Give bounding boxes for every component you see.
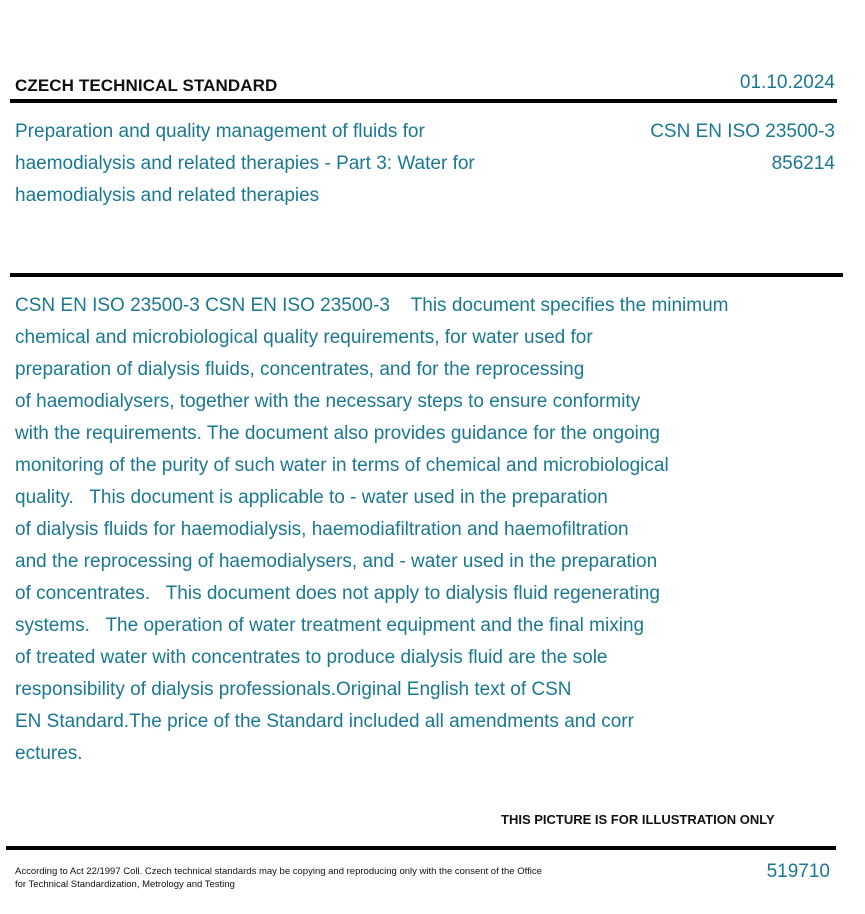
legal-notice-line: According to Act 22/1997 Coll. Czech technical standards may be copying and reproducing only with the consent of the Office: [15, 866, 542, 877]
header-divider: [10, 99, 837, 103]
abstract-line: ectures.: [15, 743, 83, 764]
abstract-line: CSN EN ISO 23500-3 CSN EN ISO 23500-3 This document specifies the minimum: [15, 295, 729, 316]
legal-notice: [15, 865, 615, 891]
abstract-line: monitoring of the purity of such water in terms of chemical and microbiological: [15, 455, 669, 476]
standard-codes: [650, 116, 835, 180]
abstract-line: of concentrates. This document does not apply to dialysis fluid regenerating: [15, 583, 660, 604]
product-code: 519710: [766, 861, 830, 882]
abstract-line: of treated water with concentrates to produce dialysis fluid are the sole: [15, 647, 608, 668]
illustration-disclaimer: THIS PICTURE IS FOR ILLUSTRATION ONLY: [501, 812, 775, 827]
abstract-line: with the requirements. The document also provides guidance for the ongoing: [15, 423, 660, 444]
title-divider: [10, 273, 843, 277]
abstract-line: preparation of dialysis fluids, concentrates, and for the reprocessing: [15, 359, 585, 380]
abstract: [15, 290, 845, 770]
abstract-line: and the reprocessing of haemodialysers, and - water used in the preparation: [15, 551, 658, 572]
abstract-line: quality. This document is applicable to - water used in the preparation: [15, 487, 608, 508]
document-type-label: CZECH TECHNICAL STANDARD: [15, 76, 278, 95]
standard-title: Preparation and quality management of fluids for haemodialysis and related therapies - Part 3: Water for haemodialysis and related therapies: [15, 121, 475, 206]
legal-notice-line: for Technical Standardization, Metrology and Testing: [15, 879, 235, 890]
classification-number: 856214: [771, 153, 835, 174]
abstract-line: systems. The operation of water treatment equipment and the final mixing: [15, 615, 645, 636]
abstract-line: of haemodialysers, together with the necessary steps to ensure conformity: [15, 391, 641, 412]
abstract-line: responsibility of dialysis professionals.Original English text of CSN: [15, 679, 572, 700]
footer-divider: [6, 846, 836, 850]
publication-date: 01.10.2024: [739, 72, 835, 93]
standard-code: CSN EN ISO 23500-3: [650, 121, 835, 142]
abstract-line: EN Standard.The price of the Standard included all amendments and corr: [15, 711, 634, 732]
abstract-line: chemical and microbiological quality requirements, for water used for: [15, 327, 593, 348]
abstract-line: of dialysis fluids for haemodialysis, haemodiafiltration and haemofiltration: [15, 519, 629, 540]
